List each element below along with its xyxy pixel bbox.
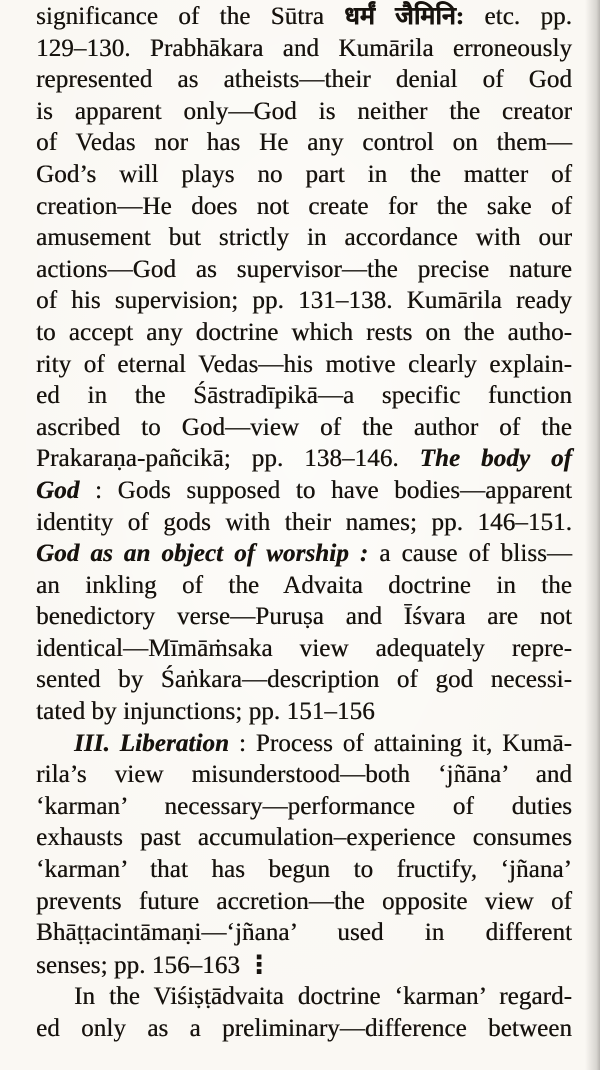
text-segment: ascribed to God—view of the author of the bbox=[36, 413, 572, 441]
text-line bbox=[36, 886, 572, 918]
text-segment: identical—Mīmāṁsaka view adequately repre- bbox=[36, 634, 572, 662]
text-line bbox=[36, 759, 572, 791]
text-segment: prevents future accretion—the opposite view of bbox=[36, 887, 572, 915]
text-segment: actions—God as supervisor—the precise nature bbox=[36, 255, 572, 283]
text-line bbox=[36, 317, 572, 349]
text-segment: is apparent only—God is neither the creator bbox=[36, 97, 572, 125]
text-segment: ed in the Śāstradīpikā—a specific function bbox=[36, 382, 572, 410]
text-line bbox=[36, 507, 572, 539]
text-line bbox=[36, 159, 572, 191]
text-line bbox=[36, 1013, 572, 1045]
text-line bbox=[36, 64, 572, 96]
text-line bbox=[36, 349, 572, 381]
text-segment: : Process of attaining it, Kumā- bbox=[229, 729, 572, 757]
text-segment: ‘karman’ that has begun to fructify, ‘jñana’ bbox=[36, 856, 572, 884]
text-segment: rila’s view misunderstood—both ‘jñāna’ and bbox=[36, 761, 572, 789]
text-line bbox=[36, 127, 572, 159]
text-segment: benedictory verse—Puruṣa and Īśvara are not bbox=[36, 603, 572, 631]
text-segment: sented by Śaṅkara—description of god necessi- bbox=[36, 666, 572, 694]
text-segment: rity of eternal Vedas—his motive clearly explain- bbox=[36, 350, 572, 378]
text-segment: ‘karman’ necessary—performance of duties bbox=[36, 792, 572, 820]
text-segment: a cause of bliss— bbox=[368, 540, 572, 568]
text-line bbox=[36, 443, 572, 475]
text-segment: 129–130. Prabhākara and Kumārila erroneously bbox=[36, 34, 572, 62]
text-line bbox=[36, 728, 572, 760]
text-line bbox=[36, 191, 572, 223]
text-line bbox=[36, 1, 572, 33]
text-segment: ed only as a preliminary—difference between bbox=[36, 1015, 572, 1042]
ink-mark: ⋮ bbox=[246, 949, 272, 979]
text-segment: etc. pp. bbox=[464, 3, 572, 30]
text-segment: God’s will plays no part in the matter of bbox=[36, 160, 572, 188]
text-line bbox=[36, 949, 572, 982]
italic-heading: God bbox=[36, 476, 80, 504]
text-segment: creation—He does not create for the sake of bbox=[36, 192, 572, 220]
text-segment: of Vedas nor has He any control on them— bbox=[36, 129, 572, 157]
text-line bbox=[36, 538, 572, 570]
text-segment: of his supervision; pp. 131–138. Kumārila ready bbox=[36, 287, 572, 315]
text-segment: senses; pp. 156–163 bbox=[36, 951, 247, 979]
text-segment: In the Viśiṣṭādvaita doctrine ‘karman’ regard- bbox=[74, 983, 572, 1011]
text-line bbox=[36, 33, 572, 65]
text-line bbox=[36, 254, 572, 286]
text-line bbox=[36, 475, 572, 507]
text-line bbox=[36, 285, 572, 317]
page-text-block bbox=[36, 1, 572, 1045]
text-segment: to accept any doctrine which rests on the autho- bbox=[36, 318, 572, 346]
text-line bbox=[36, 570, 572, 602]
text-line bbox=[36, 601, 572, 633]
text-line bbox=[36, 917, 572, 949]
text-line bbox=[36, 633, 572, 665]
text-line bbox=[36, 222, 572, 254]
text-segment: : Gods supposed to have bodies—apparent bbox=[79, 476, 572, 504]
text-segment: identity of gods with their names; pp. 146–151. bbox=[36, 508, 572, 536]
text-segment: exhausts past accumulation–experience consumes bbox=[36, 824, 572, 852]
text-line bbox=[36, 664, 572, 696]
italic-heading: III. Liberation bbox=[74, 729, 230, 757]
text-line bbox=[36, 412, 572, 444]
text-line bbox=[36, 96, 572, 128]
text-segment: an inkling of the Advaita doctrine in the bbox=[36, 571, 572, 599]
text-line bbox=[36, 981, 572, 1013]
text-line bbox=[36, 380, 572, 412]
text-segment: Bhāṭṭacintāmaṇi—‘jñana’ used in different bbox=[36, 919, 572, 947]
text-segment: significance of the Sūtra bbox=[36, 3, 345, 30]
text-line bbox=[36, 822, 572, 854]
text-segment: represented as atheists—their denial of God bbox=[36, 66, 572, 94]
italic-heading: The body of bbox=[419, 445, 572, 473]
text-segment: amusement but strictly in accordance with our bbox=[36, 224, 572, 252]
italic-heading: God as an object of worship : bbox=[36, 540, 369, 568]
text-segment: tated by injunctions; pp. 151–156 bbox=[36, 698, 375, 726]
text-line bbox=[36, 791, 572, 823]
text-segment: Prakaraṇa-pañcikā; pp. 138–146. bbox=[36, 445, 420, 473]
text-line bbox=[36, 854, 572, 886]
devanagari-sutra-citation: धर्मं जैमिनि: bbox=[344, 3, 465, 30]
text-line bbox=[36, 696, 572, 728]
